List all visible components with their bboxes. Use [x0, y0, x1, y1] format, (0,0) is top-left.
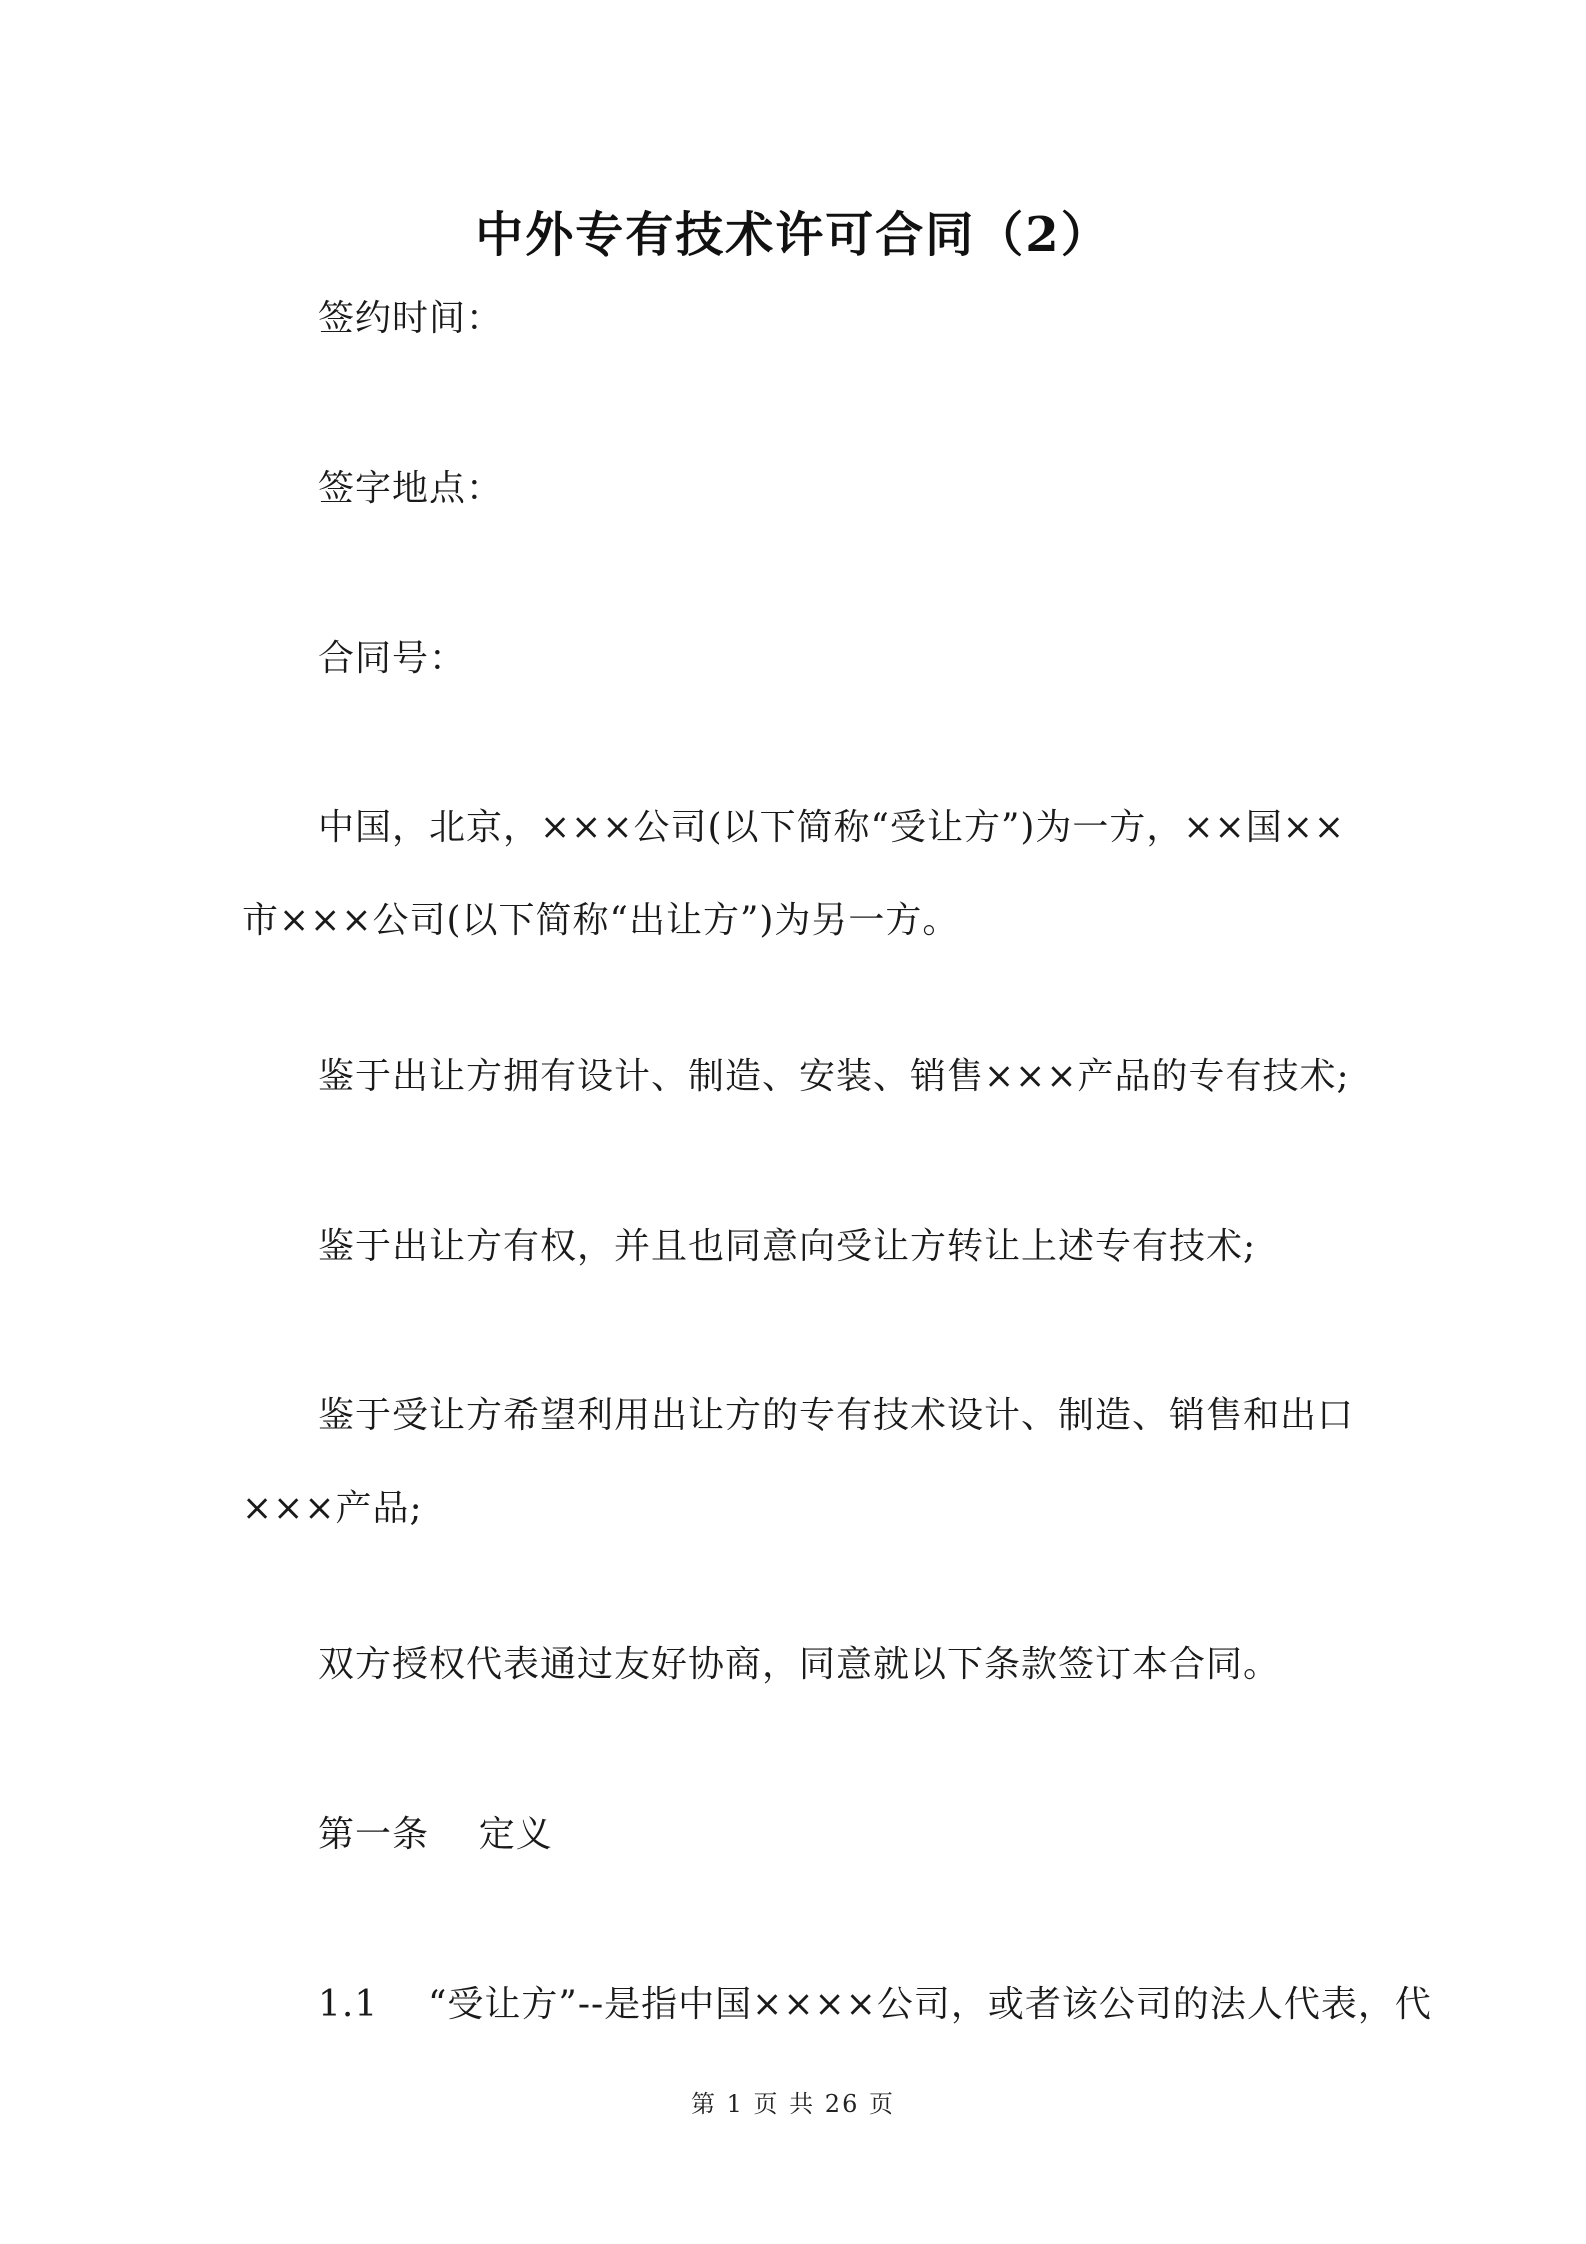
document-title: 中外专有技术许可合同（2）: [475, 207, 1111, 263]
signing-time-field: 签约时间：: [318, 298, 504, 339]
recital-2: 鉴于出让方有权，并且也同意向受让方转让上述专有技术;: [318, 1226, 1257, 1267]
signing-place-field: 签字地点：: [318, 468, 504, 509]
recital-1: 鉴于出让方拥有设计、制造、安装、销售×××产品的专有技术;: [318, 1056, 1350, 1097]
page-number-footer: 第 1 页 共 26 页: [691, 2090, 895, 2118]
recital-3: 鉴于受让方希望利用出让方的专有技术设计、制造、销售和出口×××产品;: [242, 1395, 1355, 1529]
contract-number-field: 合同号：: [318, 638, 467, 679]
parties-paragraph: 中国，北京，×××公司(以下简称“受让方”)为一方，××国××市×××公司(以下简称“出让方”)为另一方。: [242, 807, 1346, 941]
agreement-paragraph: 双方授权代表通过友好协商，同意就以下条款签订本合同。: [318, 1644, 1281, 1685]
article-1-heading: 第一条 定义: [318, 1814, 553, 1855]
clause-1-1: 1.1 “受让方”--是指中国××××公司，或者该公司的法人代表，代: [318, 1984, 1432, 2025]
